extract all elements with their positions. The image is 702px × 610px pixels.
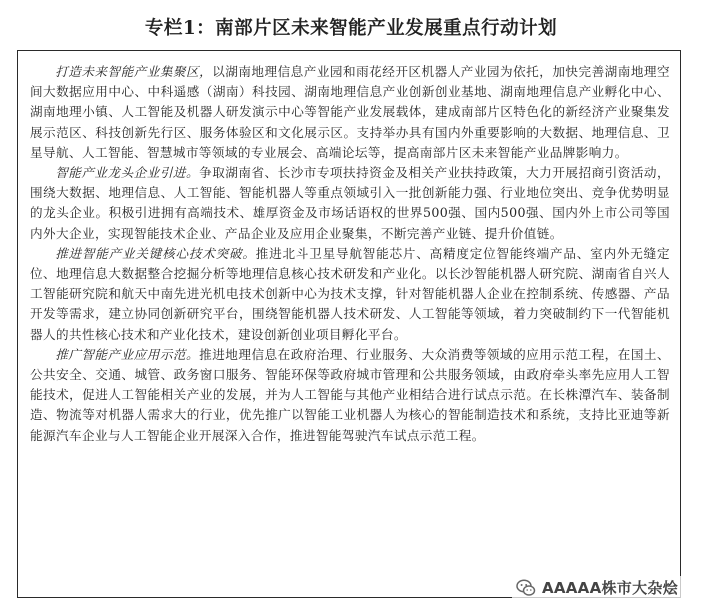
paragraph-text: 推进地理信息在政府治理、行业服务、大众消费等领域的应用示范工程，在国土、公共安全、交通、城管、政务窗口服务、智能环保等政府城市管理和公共服务领域，由政府牵头率先应用人工智能技术，促进人工智能相关产业的发展，并为人工智能与其他产业相结合进行试点示范。在长株潭汽车、装备制造、物流等对机器人需求大的行业，优先推广以智能工业机器人为核心的智能制造技术和系统，支持比亚迪等新能源汽车企业与人工智能企业开展深入合作，推进智能驾驶汽车试点示范工程。	[30, 346, 670, 443]
paragraph-cluster	[30, 62, 670, 163]
paragraph-text: 以湖南地理信息产业园和雨花经开区机器人产业园为依托，加快完善湖南地理空间大数据应用中心、中科遥感（湖南）科技园、湖南地理信息产业创新创业基地、湖南地理信息产业孵化中心、湖南地理小镇、人工智能及机器人研发演示中心等智能产业发展载体，建成南部片区特色化的新经济产业聚集发展示范区、科技创新先行区、服务体验区和文化展示区。支持举办具有国内外重要影响的大数据、地理信息、卫星导航、人工智能、智慧城市等领域的专业展会、高端论坛等，提高南部片区未来智能产业品牌影响力。	[30, 64, 670, 160]
paragraph-lead: 智能产业龙头企业引进。	[55, 165, 200, 181]
watermark	[512, 576, 682, 599]
paragraph-enterprise	[30, 163, 670, 244]
paragraph-text: 推进北斗卫星导航智能芯片、高精度定位智能终端产品、室内外无缝定位、地理信息大数据整合挖掘分析等地理信息核心技术研发和产业化。以长沙智能机器人研究院、湖南省自兴人工智能研究院和航天中南先进光机电技术创新中心为技术支撑，针对智能机器人企业在控制系统、传感器、产品开发等需求，建立协同创新研究平台，围绕智能机器人技术研发、人工智能等领域，着力突破制约下一代智能机器人的共性核心技术和产业化技术，建设创新创业项目孵化平台。	[30, 245, 670, 342]
watermark-text: AAAAA株市大杂烩	[541, 579, 678, 597]
paragraph-application	[30, 345, 670, 446]
paragraph-lead: 推广智能产业应用示范。	[55, 346, 200, 362]
box-content	[30, 62, 670, 446]
wechat-icon	[516, 578, 536, 598]
paragraph-text: 争取湖南省、长沙市专项扶持资金及相关产业扶持政策，大力开展招商引资活动，围绕大数据、地理信息、人工智能、智能机器人等重点领域引入一批创新能力强、行业地位突出、竞争优势明显的龙头企业。积极引进拥有高端技术、雄厚资金及市场话语权的世界500强、国内500强、国内外上市公司等国内外大企业，实现智能技术企业、产品企业及应用企业聚集，不断完善产业链、提升价值链。	[30, 165, 670, 241]
paragraph-lead: 打造未来智能产业集聚区，	[55, 64, 213, 79]
paragraph-technology	[30, 244, 670, 345]
page-title: 专栏1：南部片区未来智能产业发展重点行动计划	[144, 18, 558, 39]
paragraph-lead: 推进智能产业关键核心技术突破。	[55, 245, 256, 261]
